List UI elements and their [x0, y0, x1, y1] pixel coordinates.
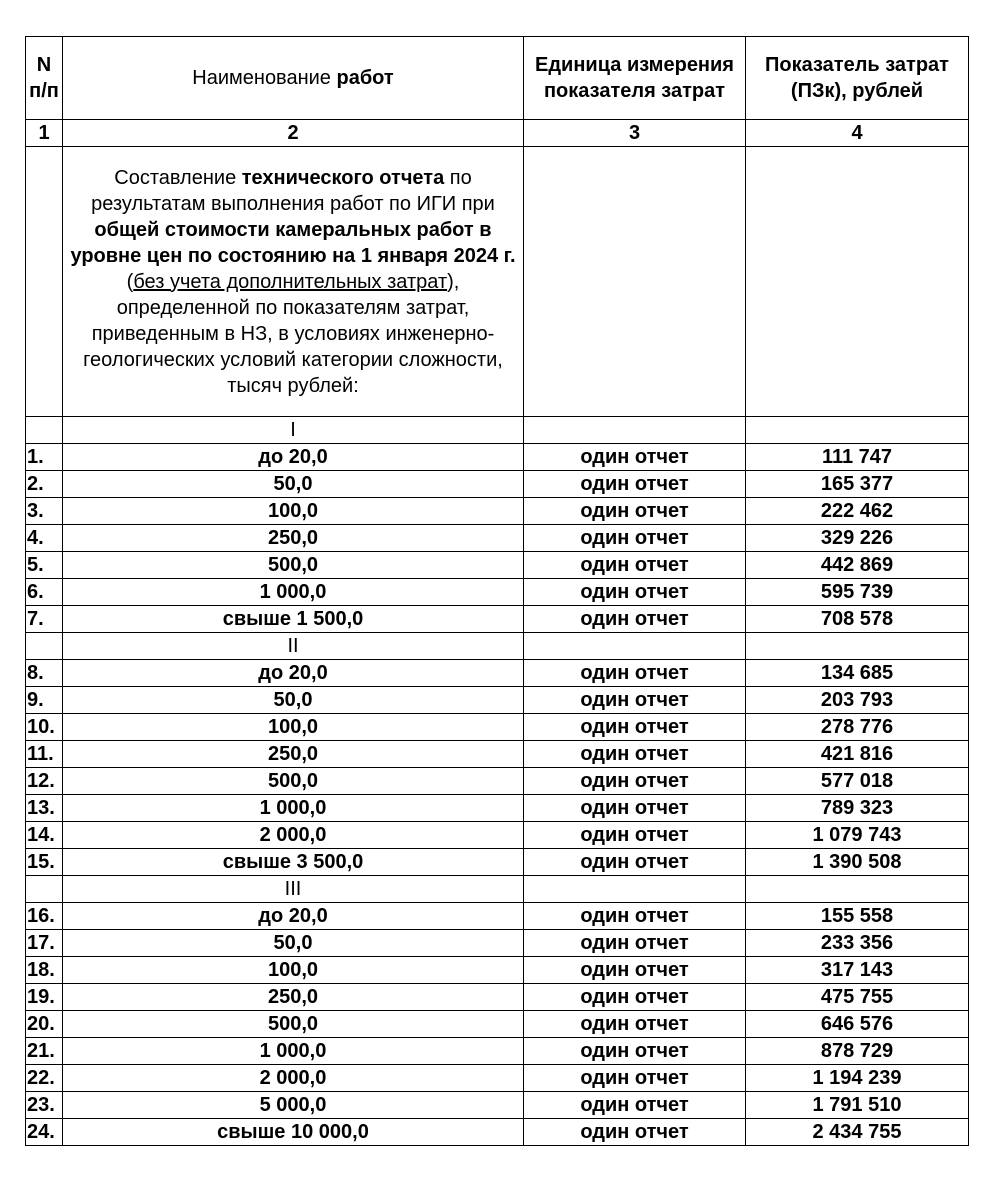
row-unit: один отчет [524, 768, 746, 795]
row-number: 11. [26, 741, 63, 768]
row-work-name: свыше 1 500,0 [63, 606, 524, 633]
header-work-name [63, 37, 524, 120]
row-work-name: 250,0 [63, 984, 524, 1011]
row-unit: один отчет [524, 822, 746, 849]
column-number: 4 [746, 120, 969, 147]
category-unit-cell [524, 876, 746, 903]
row-number: 21. [26, 1038, 63, 1065]
row-unit: один отчет [524, 1065, 746, 1092]
row-number: 9. [26, 687, 63, 714]
row-cost-value: 2 434 755 [746, 1119, 969, 1146]
row-cost-value: 442 869 [746, 552, 969, 579]
row-unit: один отчет [524, 498, 746, 525]
row-number: 24. [26, 1119, 63, 1146]
row-cost-value: 878 729 [746, 1038, 969, 1065]
table-row [26, 741, 969, 768]
row-cost-value: 134 685 [746, 660, 969, 687]
row-cost-value: 165 377 [746, 471, 969, 498]
row-number: 4. [26, 525, 63, 552]
cost-table-body [26, 37, 969, 1146]
row-unit: один отчет [524, 687, 746, 714]
row-work-name: 100,0 [63, 957, 524, 984]
row-work-name: 50,0 [63, 687, 524, 714]
row-number: 8. [26, 660, 63, 687]
header-work-name-bold: работ [336, 67, 394, 89]
header-number-line2: п/п [29, 80, 59, 102]
row-number: 15. [26, 849, 63, 876]
row-work-name: 1 000,0 [63, 795, 524, 822]
table-row [26, 984, 969, 1011]
category-value-cell [746, 417, 969, 444]
table-row [26, 660, 969, 687]
row-number: 10. [26, 714, 63, 741]
row-cost-value: 317 143 [746, 957, 969, 984]
table-row [26, 471, 969, 498]
row-work-name: 2 000,0 [63, 822, 524, 849]
category-unit-cell [524, 417, 746, 444]
description-row [26, 147, 969, 417]
row-number: 19. [26, 984, 63, 1011]
row-cost-value: 577 018 [746, 768, 969, 795]
row-cost-value: 329 226 [746, 525, 969, 552]
row-unit: один отчет [524, 660, 746, 687]
table-row [26, 579, 969, 606]
row-number: 2. [26, 471, 63, 498]
row-unit: один отчет [524, 957, 746, 984]
row-unit: один отчет [524, 444, 746, 471]
row-unit: один отчет [524, 552, 746, 579]
table-row [26, 1092, 969, 1119]
category-label: I [63, 417, 524, 444]
table-row [26, 768, 969, 795]
row-work-name: 2 000,0 [63, 1065, 524, 1092]
table-row [26, 714, 969, 741]
table-row [26, 1119, 969, 1146]
row-unit: один отчет [524, 525, 746, 552]
category-value-cell [746, 876, 969, 903]
row-work-name: 500,0 [63, 1011, 524, 1038]
row-cost-value: 1 390 508 [746, 849, 969, 876]
cost-table [25, 36, 969, 1146]
row-number: 5. [26, 552, 63, 579]
table-row [26, 930, 969, 957]
category-value-cell [746, 633, 969, 660]
description-part: ( [126, 270, 134, 293]
row-cost-value: 708 578 [746, 606, 969, 633]
category-number-cell [26, 633, 63, 660]
row-unit: один отчет [524, 579, 746, 606]
header-unit: Единица измерения показателя затрат [524, 37, 746, 120]
table-row [26, 498, 969, 525]
column-number: 3 [524, 120, 746, 147]
row-number: 18. [26, 957, 63, 984]
table-row [26, 552, 969, 579]
row-unit: один отчет [524, 849, 746, 876]
column-number: 2 [63, 120, 524, 147]
table-row [26, 957, 969, 984]
row-cost-value: 1 079 743 [746, 822, 969, 849]
row-cost-value: 1 194 239 [746, 1065, 969, 1092]
table-row [26, 1011, 969, 1038]
table-row [26, 903, 969, 930]
row-unit: один отчет [524, 930, 746, 957]
row-cost-value: 111 747 [746, 444, 969, 471]
row-number: 20. [26, 1011, 63, 1038]
row-cost-value: 595 739 [746, 579, 969, 606]
row-number: 12. [26, 768, 63, 795]
row-unit: один отчет [524, 984, 746, 1011]
category-row [26, 417, 969, 444]
row-unit: один отчет [524, 1119, 746, 1146]
row-cost-value: 1 791 510 [746, 1092, 969, 1119]
row-number: 3. [26, 498, 63, 525]
row-number: 17. [26, 930, 63, 957]
description-number-cell [26, 147, 63, 417]
description-part-underline: без учета дополнительных затрат [133, 270, 448, 293]
row-work-name: 50,0 [63, 930, 524, 957]
row-cost-value: 278 776 [746, 714, 969, 741]
row-unit: один отчет [524, 606, 746, 633]
header-number [26, 37, 63, 120]
row-work-name: свыше 3 500,0 [63, 849, 524, 876]
row-number: 7. [26, 606, 63, 633]
table-row [26, 822, 969, 849]
row-work-name: 100,0 [63, 498, 524, 525]
row-cost-value: 222 462 [746, 498, 969, 525]
category-row [26, 633, 969, 660]
category-number-cell [26, 876, 63, 903]
row-number: 22. [26, 1065, 63, 1092]
row-work-name: 100,0 [63, 714, 524, 741]
category-unit-cell [524, 633, 746, 660]
row-cost-value: 421 816 [746, 741, 969, 768]
row-work-name: 50,0 [63, 471, 524, 498]
header-row [26, 37, 969, 120]
category-number-cell [26, 417, 63, 444]
header-work-name-plain: Наименование [192, 67, 337, 89]
category-row [26, 876, 969, 903]
table-row [26, 1065, 969, 1092]
row-cost-value: 475 755 [746, 984, 969, 1011]
header-number-line1: N [36, 54, 52, 76]
row-unit: один отчет [524, 795, 746, 822]
header-cost-indicator: Показатель затрат (ПЗк), рублей [746, 37, 969, 120]
description-value-cell [746, 147, 969, 417]
table-row [26, 849, 969, 876]
row-number: 1. [26, 444, 63, 471]
table-row [26, 795, 969, 822]
row-unit: один отчет [524, 1092, 746, 1119]
description-part-bold: общей стоимости камеральных работ в уровне цен по состоянию на 1 января 2024 г. [70, 218, 516, 267]
row-number: 14. [26, 822, 63, 849]
column-number: 1 [26, 120, 63, 147]
description-text [63, 147, 524, 417]
row-work-name: до 20,0 [63, 903, 524, 930]
row-work-name: 5 000,0 [63, 1092, 524, 1119]
row-work-name: до 20,0 [63, 660, 524, 687]
row-work-name: 1 000,0 [63, 1038, 524, 1065]
row-unit: один отчет [524, 741, 746, 768]
column-numbers-row [26, 120, 969, 147]
row-work-name: свыше 10 000,0 [63, 1119, 524, 1146]
row-number: 23. [26, 1092, 63, 1119]
description-part-bold: технического отчета [241, 166, 445, 189]
row-cost-value: 646 576 [746, 1011, 969, 1038]
row-cost-value: 233 356 [746, 930, 969, 957]
table-row [26, 1038, 969, 1065]
row-unit: один отчет [524, 1011, 746, 1038]
row-cost-value: 155 558 [746, 903, 969, 930]
description-part: по результатам выполнения работ по ИГИ при [91, 166, 495, 215]
row-number: 13. [26, 795, 63, 822]
table-row [26, 525, 969, 552]
row-unit: один отчет [524, 471, 746, 498]
category-label: II [63, 633, 524, 660]
row-work-name: 250,0 [63, 741, 524, 768]
row-work-name: 1 000,0 [63, 579, 524, 606]
row-cost-value: 203 793 [746, 687, 969, 714]
row-cost-value: 789 323 [746, 795, 969, 822]
description-part: ), определенной по показателям затрат, приведенным в НЗ, в условиях инженерно-геологических условий категории сложности, тысяч рублей: [83, 270, 503, 397]
table-row [26, 444, 969, 471]
row-number: 16. [26, 903, 63, 930]
table-row [26, 687, 969, 714]
row-unit: один отчет [524, 903, 746, 930]
category-label: III [63, 876, 524, 903]
row-unit: один отчет [524, 1038, 746, 1065]
row-number: 6. [26, 579, 63, 606]
description-part: Составление [114, 166, 242, 189]
row-work-name: до 20,0 [63, 444, 524, 471]
row-work-name: 500,0 [63, 768, 524, 795]
description-unit-cell [524, 147, 746, 417]
row-unit: один отчет [524, 714, 746, 741]
table-row [26, 606, 969, 633]
row-work-name: 500,0 [63, 552, 524, 579]
row-work-name: 250,0 [63, 525, 524, 552]
